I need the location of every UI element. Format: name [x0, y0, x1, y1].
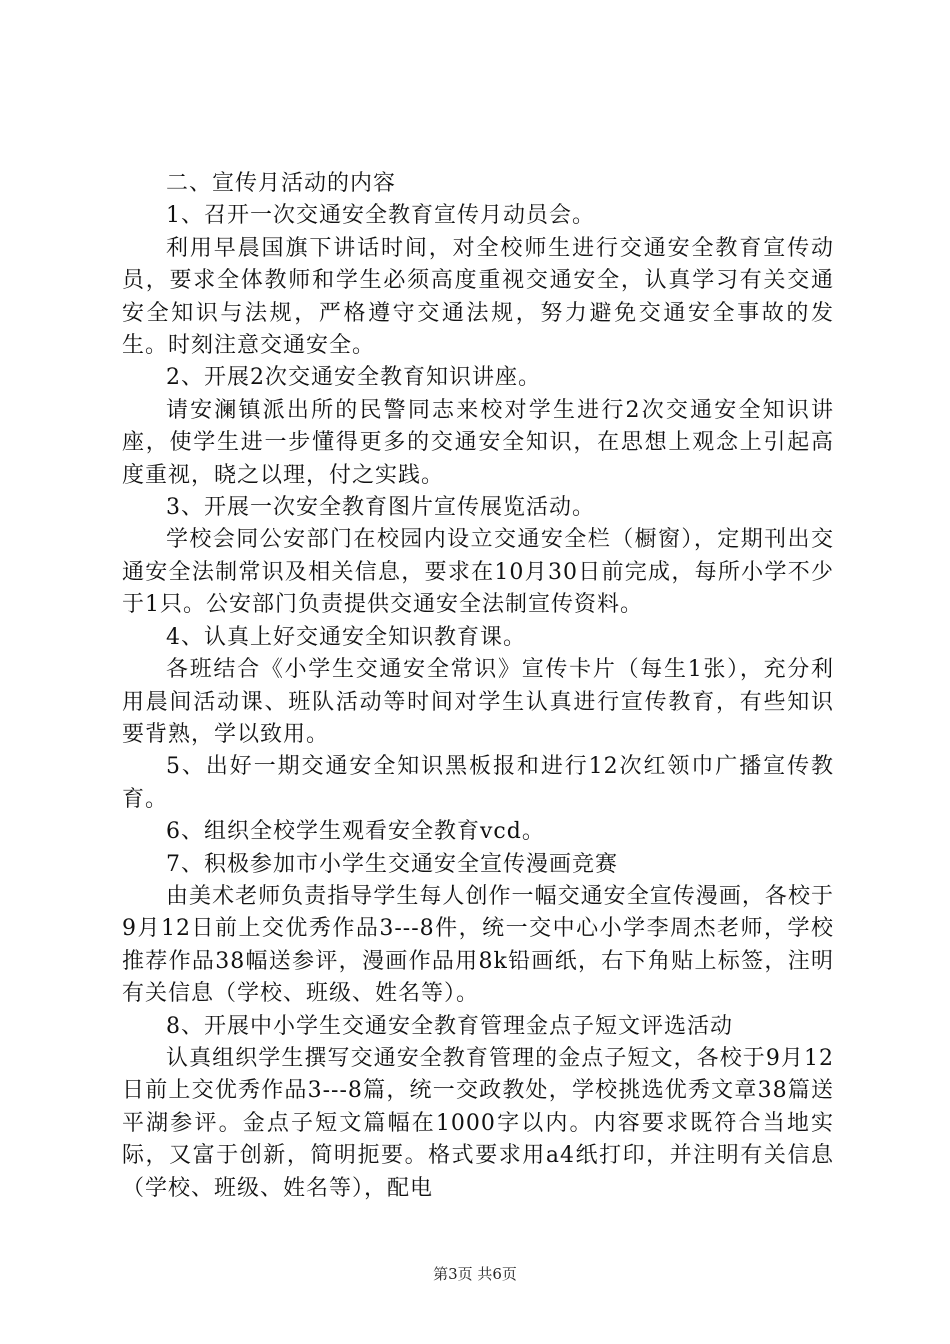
item-heading-2: 2、开展2次交通安全教育知识讲座。 — [166, 365, 541, 391]
page-footer: 第3页 共6页 — [433, 1265, 517, 1283]
item-body-7: 由美术老师负责指导学生每人创作一幅交通安全宣传漫画，各校于9月12日前上交优秀作品3---8件，统一交中心小学李周杰老师，学校推荐作品38幅送参评，漫画作品用8k铅画纸，右下角贴上标签，注明有关信息（学校、班级、姓名等）。 — [122, 883, 834, 1007]
item-body-8: 认真组织学生撰写交通安全教育管理的金点子短文，各校于9月12日前上交优秀作品3---8篇，统一交政教处，学校挑选优秀文章38篇送平湖参评。金点子短文篇幅在1000字以内。内容要求既符合当地实际，又富于创新，简明扼要。格式要求用a4纸打印，并注明有关信息（学校、班级、姓名等），配电 — [122, 1045, 834, 1201]
item-heading-3: 3、开展一次安全教育图片宣传展览活动。 — [166, 495, 595, 521]
item-heading-8: 8、开展中小学生交通安全教育管理金点子短文评选活动 — [166, 1013, 733, 1039]
item-heading-4: 4、认真上好交通安全知识教育课。 — [166, 624, 526, 650]
item-body-2: 请安澜镇派出所的民警同志来校对学生进行2次交通安全知识讲座，使学生进一步懂得更多的交通安全知识，在思想上观念上引起高度重视，晓之以理，付之实践。 — [122, 397, 834, 488]
item-body-4: 各班结合《小学生交通安全常识》宣传卡片（每生1张），充分利用晨间活动课、班队活动等时间对学生认真进行宣传教育，有些知识要背熟，学以致用。 — [122, 657, 834, 747]
item-body-3: 学校会同公安部门在校园内设立交通安全栏（橱窗），定期刊出交通安全法制常识及相关信息，要求在10月30日前完成，每所小学不少于1只。公安部门负责提供交通安全法制宣传资料。 — [122, 527, 834, 618]
item-heading-1: 1、召开一次交通安全教育宣传月动员会。 — [166, 203, 595, 229]
document-body — [122, 168, 834, 1205]
section-heading: 二、宣传月活动的内容 — [166, 171, 397, 196]
item-heading-5: 5、出好一期交通安全知识黑板报和进行12次红领巾广播宣传教育。 — [122, 754, 834, 812]
item-heading-6: 6、组织全校学生观看安全教育vcd。 — [166, 819, 545, 845]
item-body-1: 利用早晨国旗下讲话时间，对全校师生进行交通安全教育宣传动员，要求全体教师和学生必须高度重视交通安全，认真学习有关交通安全知识与法规，严格遵守交通法规，努力避免交通安全事故的发生。时刻注意交通安全。 — [122, 235, 834, 359]
item-heading-7: 7、积极参加市小学生交通安全宣传漫画竞赛 — [166, 851, 618, 877]
